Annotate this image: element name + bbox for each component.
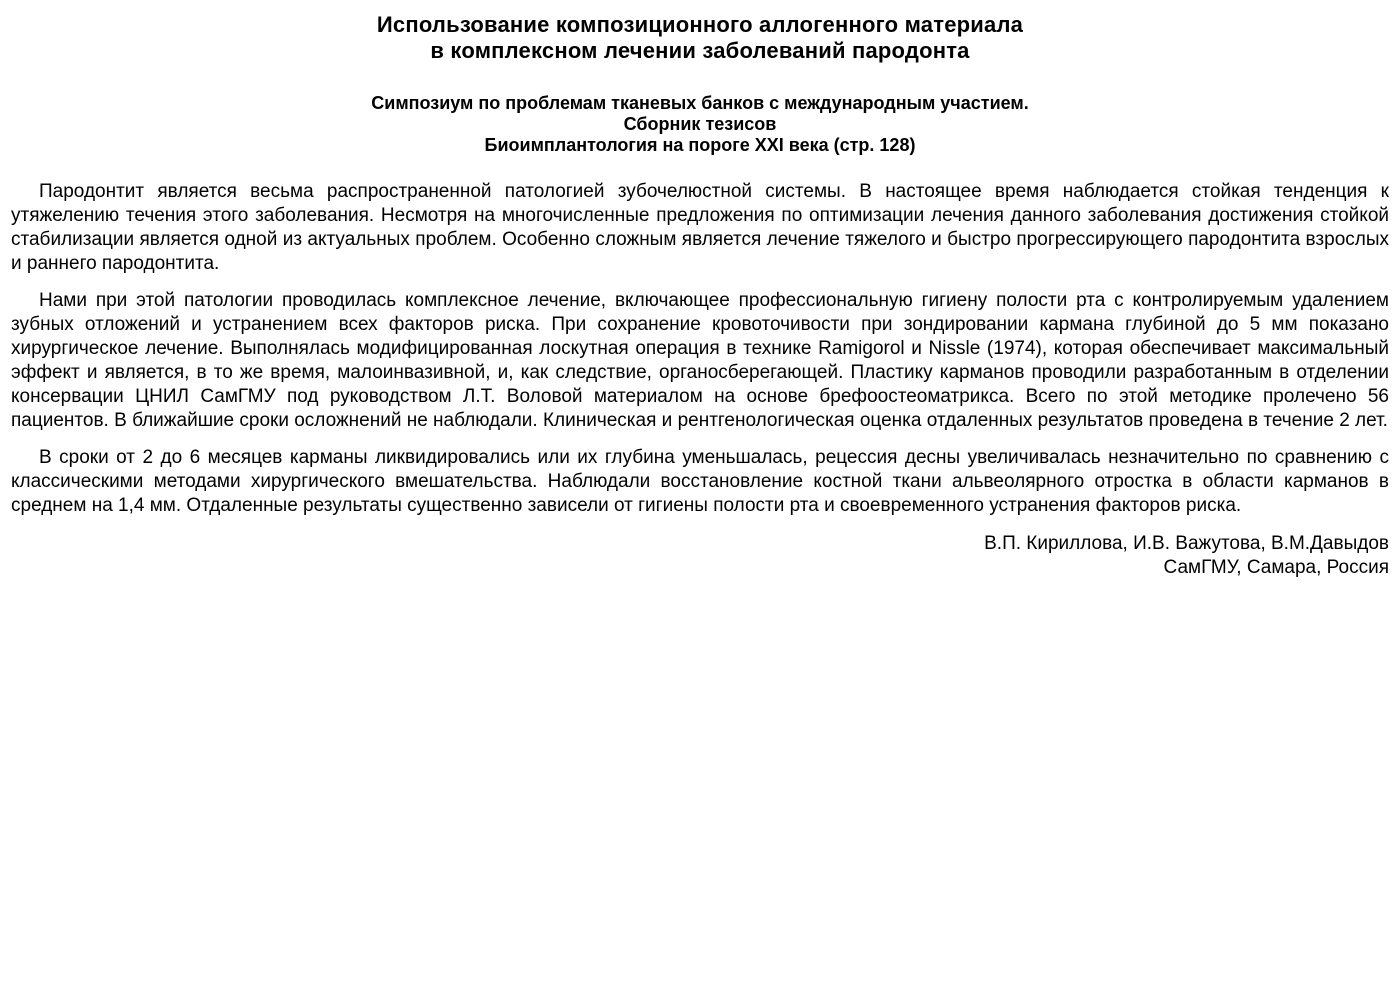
document-subtitle <box>11 93 1389 156</box>
page-title-line-2: в комплексном лечении заболеваний пародонта <box>430 38 970 63</box>
subtitle-collection: Сборник тезисов <box>623 114 777 134</box>
paragraph-methods: Нами при этой патологии проводилась комплексное лечение, включающее профессиональную гигиену полости рта с контролируемым удалением зубных отложений и устранением всех факторов риска. При сохранение кровоточивости при зондировании кармана глубиной до 5 мм показано хирургическое лечение. Выполнялась модифицированная лоскутная операция в технике Ramigorol и Nissle (1974), которая обеспечивает максимальный эффект и является, в то же время, малоинвазивной, и, как следствие, органосберегающей. Пластику карманов проводили разработанным в отделении консервации ЦНИЛ СамГМУ под руководством Л.Т. Воловой материалом на основе брефоостеоматрикса. Всего по этой методике пролечено 56 пациентов. В ближайшие сроки осложнений не наблюдали. Клиническая и рентгенологическая оценка отдаленных результатов проведена в течение 2 лет. <box>11 290 1389 431</box>
authors-affiliation: СамГМУ, Самара, Россия <box>1163 557 1389 578</box>
document-body <box>11 180 1389 518</box>
subtitle-symposium: Симпозиум по проблемам тканевых банков с международным участием. <box>371 93 1029 113</box>
authors-names: В.П. Кириллова, И.В. Важутова, В.М.Давыдов <box>984 533 1389 554</box>
paragraph-intro: Пародонтит является весьма распространенной патологией зубочелюстной системы. В настоящее время наблюдается стойкая тенденция к утяжелению течения этого заболевания. Несмотря на многочисленные предложения по оптимизации лечения данного заболевания достижения стойкой стабилизации является одной из актуальных проблем. Особенно сложным является лечение тяжелого и быстро прогрессирующего пародонтита взрослых и раннего пародонтита. <box>11 181 1389 274</box>
page-title <box>11 12 1389 64</box>
page-title-line-1: Использование композиционного аллогенного материала <box>376 12 1024 37</box>
paragraph-results: В сроки от 2 до 6 месяцев карманы ликвидировались или их глубина уменьшалась, рецессия десны увеличивалась незначительно по сравнению с классическими методами хирургического вмешательства. Наблюдали восстановление костной ткани альвеолярного отростка в области карманов в среднем на 1,4 мм. Отдаленные результаты существенно зависели от гигиены полости рта и своевременного устранения факторов риска. <box>11 447 1389 516</box>
subtitle-bioimplantology: Биоимплантология на пороге XXI века (стр. 128) <box>484 135 916 155</box>
authors-block <box>11 532 1389 580</box>
